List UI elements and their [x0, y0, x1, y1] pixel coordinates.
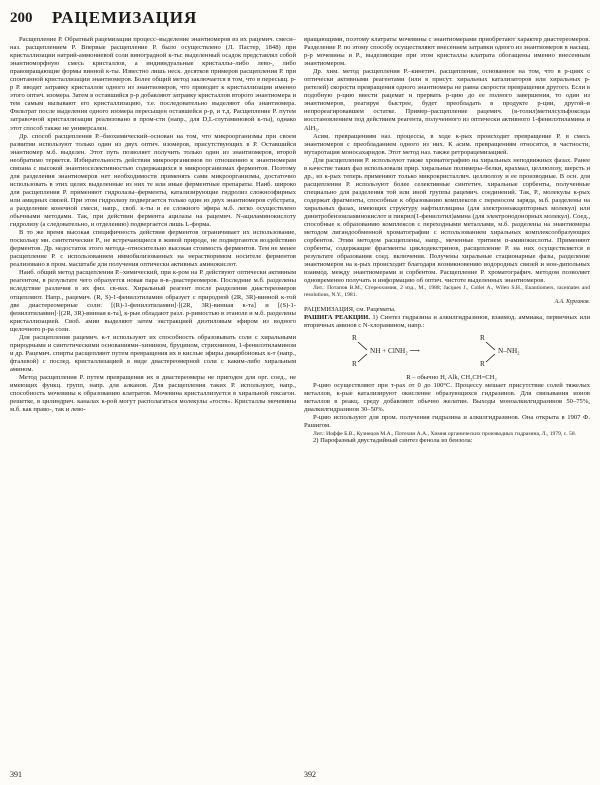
footer-page-number-left: 391: [10, 770, 22, 779]
paragraph: Р-цию осуществляют при т-рах от 0 до 100°C. Процессу мешает присутствие солей тяжелых металлов, к-рые катализируют окисление образующихся гидразинов. Для связывания ионов металлов в реакц. среду добавляют обычно желатин. Выходы моноалкилгидразинов 50–75%, диалкилгидразинов 30–50%.: [304, 382, 590, 414]
paragraph: Метод расщепления Р. путем превращения их в диастереомеры не пригоден для орг. соед., не имеющих функц. групп, напр. для алканов. Для расщепления таких Р. используют, напр., способность мочевины к образованию клатратов. Мочевина кристаллизуется в хиральной гексагон. решетке, в цилиндрич. каналах к-рой могут располагаться молекулы «гостя». Кристаллы мочевины м.б. как право-, так и лево-: [10, 373, 296, 414]
reaction-formula: [304, 332, 590, 372]
formula-legend: R – обычно H, Alk, CH₂CH=CH₂: [406, 374, 497, 382]
formula-reactants: NH + ClNH₂ ⟶: [370, 347, 420, 356]
paragraph: вращающими, поэтому клатраты мочевины с энантиомерами приобретают характер диастереомеров. Разделение Р. по этому способу осуществляют внесением затравки одного из энантиомеров в насыщ. р-р мочевины и Р., выделяющие при этом кристаллы клатрата обогащены именно внесенным энантиомером.: [304, 36, 590, 68]
paragraph: Др. хим. метод расщепления Р.–кинетич. расщепление, основанное на том, что в р-циях с оптически активными реагентами (или в присут. хиральных катализаторов или хиральных р-рителей) скорости превращения одного энантиомера не равна скорости превращения другого. Если в подобную р-цию ввести рацемат и прервать р-цию до ее полного завершения, то один из энантиомеров, реагируя быстрее, будет преобладать в продукте р-ции, другой–в непрореагировавшем остатке. Пример–расщепление рацемич. (в-толил)метилсульфоксида восстановлением под действием реагента, полученного из оптически активного 1-фенилэтиламина и AlH₃.: [304, 68, 590, 132]
encyclopedia-entry: [304, 314, 590, 330]
formula-bonds-right: [484, 340, 498, 364]
paragraph: Наиб. общий метод расщепления Р.–химический, при к-ром на Р. действуют оптически активным реагентом, в результате чего образуется новая пара в-в–диастереомеров. Последние м.б. разделены вследствие различия в их физ. св-вах. Хиральный реагент после разделения диастереомеров отщепляют. Напр., рацемич. (R, S)-1-фенилэтиламин образует с природной (2R, 3R)-винной к-той две диастереомерные соли: [(R)-1-фенилэтиламин]·[(2R, 3R)-винная к-та] и [(S)-1-фенилэтиламин]·[(2R, 3R)-винная к-та], к-рые обладают разл. р-римостью в этаноле и м.б. разделены кристаллизацией. Своб. амин выделяют затем экстракцией диэтиловым эфиром из водного щелочного р-ра соли.: [10, 269, 296, 333]
paragraph: Для расщепления рацемич. к-т используют их способность образовывать соли с хиральными природными и синтетическими основаниями–хинином, бруцином, стрихнином, 1-фенилэтиламином и др. Рацемич. спирты расщепляют путем превращения их в кислые эфиры дикарбоновых к-т (напр., фталевой) с послед. кристаллизацией в виде диастереомерной соли с каким-либо хиральным амином.: [10, 333, 296, 373]
formula-substituent: R: [480, 360, 485, 369]
paragraph: В то же время высокая специфичность действия ферментов ограничивает их использование, поскольку мн. синтетические Р., не встречающиеся в живой природе, не подвергаются воздействию ферментов. Др. недостаток этого метода–относительно высокая стоимость ферментов. Тем не менее расщепление Р. с использованием иммобилизованных на нерастворимом носителе ферментов реализовано в пром. масштабе для получения оптически активных аминокислот.: [10, 229, 296, 269]
page-header: [10, 6, 590, 32]
formula-substituent: R: [480, 334, 485, 343]
paragraph: 2) Парофазный двустадийный синтез фенола из бензола:: [313, 437, 473, 445]
literature-reference: Лит.: Иоффе Б.В., Кузнецов М.А., Потехин А.А., Химия органических производных гидразина, Л., 1979, с. 58.: [313, 430, 577, 437]
entry-heading: РАШИГА РЕАКЦИИ.: [304, 314, 370, 322]
formula-substituent: R: [352, 334, 357, 343]
literature-reference: Лит.: Потапов В.М., Стереохимия, 2 изд., М., 1988; Jacques J., Collet A., Wilen S.H., Enantiomers, racemates and resolutions, N.Y., 1981.: [304, 285, 590, 299]
page-title: РАЦЕМИЗАЦИЯ: [52, 8, 198, 27]
author-signature: А.А. Курганов.: [554, 299, 590, 306]
entry-text: 1) Синтез гидразина и алкилгидразинов, взаимод. аммиака, первичных или вторичных аминов с N-хлорамином, напр.:: [304, 314, 590, 330]
page-number: 200: [10, 10, 33, 26]
left-column: [10, 36, 296, 762]
paragraph: Др. способ расщепления Р.–биохимический–основан на том, что микроорганизмы при своем развитии используют только один из двух оптич. изомеров, присутствующих в Р. Оставшийся энантиомер м.б. выделен. Этот путь позволяет получить только один из энантиомеров, второй необратимо теряется. Избирательность действия микроорганизмов по отношению к энантиомерам связана с высокой энантиоселективностью содержащихся в микроорганизмах ферментов. Поэтому для разделения энантиомеров нет необходимости применять сами микроорганизмы, достаточно использовать в этих целях выделенные из них те или иные ферментные препараты. Наиб. широко для расщепления Р. применяют гидролазы–ферменты, катализирующие гидролиз сложноэфирных или амидных связей. При этом гидролизу подвергается только один из двух энантиомеров субстрата, а разделение конечной смеси, напр., своб. к-ты и ее сложного эфира м.б. легко осуществлено обычными методами. Так, при действии фермента ацилазы на рацемич. N-ациламинокислоту гидролизу (а следовательно, и отделению) подвергается лишь L-форма.: [10, 132, 296, 229]
paragraph: Расщепление Р. Обратный рацемизации процесс–выделение энантиомеров из их рацемич. смеси–наз. расщеплением Р. Впервые расщепление Р. было осуществлено (Л. Пастер, 1848) при кристаллизации натрий-аммониевой соли виноградной к-ты: выделенный осадок представлял собой энантиоморфную смесь кристаллов, а индивидуальные кристаллы–либо лево-, либо правовращающие формы винной к-ты. Известно лишь неск. десятков примеров расщепления Р. при спонтанной кристаллизации энантиомеров. Более общий метод заключается в том, что в пересыщ. р-р Р. вводят затравку кристаллов одного из энантиомеров, что приводит к кристаллизации именно этого оптич. изомера. Затем в оставшийся р-р добавляют затравку кристаллов второго энантиомера и тем самым вызывают его кристаллизацию, т.е. последовательно выделяют оба энантиомера. Фильтрат после выделения одного изомера пересыщен оставшейся р-р, и т.д. Расщепление Р. путем затравочной кристаллизации реализовано в пром-сти (напр., для D,L-глутаминовой к-ты), однако этот способ также не универсален.: [10, 36, 296, 132]
paragraph: Для расщепления Р. используют также хроматографию на хиральных неподвижных фазах. Ранее в качестве таких фаз использовали прир. хиральные полимеры–белки, крахмал, целлюлозу, шерсть и др., из к-рых теперь применяют только микрокристаллич. целлюлозу и ее производные. В осн. для расщепления Р. используют более селективные синтетич. хиральные сорбенты, полученные специально для разделения той или иной группы рацемич. соединений. Так, Р., молекулы к-рых содержат фрагменты, способные к образованию комплексов с переносом заряда, м.б. разделены на хиральных фазах, имеющих структуру нафтилглицина (для электроноакцепторных молекул) или динитробензоиламинокислот и пикрил(1-фенилэтил)амина (для электронодонорных молекул). Соед., способные к образованию комплексов с переходными металлами, м.б. разделены на энантиомеры методом лигандообменной хроматографии с использованием хиральных комплексообразующих сорбентов. Этим методом расщеплены, напр., меченные тритием α-аминокислоты. Применяют сорбенты, содержащие фрагменты циклодекстринов, расщепление Р. на них осуществляется в результате образования соед. включения. Получены хиральные стационарные фазы, разделение энантиомеров на к-рых происходит благодаря возникновению водородных связей и ион-дипольных взаимод. между энантиомерами и сорбентом. Расщепление Р. хроматографич. методом позволяет одновременно получать и информацию об оптич. чистоте выделенных энантиомеров.: [304, 156, 590, 285]
paragraph: Асим. превращениям наз. процессы, в ходе к-рых происходит превращение Р. в смесь энантиомеров с преобладанием одного из них. К асим. превращениям относятся, в частности, мутаротация моносахаридов. Этот метод наз. также ретрорацемизацией.: [304, 132, 590, 156]
formula-product: N–NH₂: [498, 347, 520, 356]
paragraph: Р-цию используют для пром. получения гидразина и алкилгидразинов. Она открыта в 1907 Ф. Рашигом.: [304, 414, 590, 430]
formula-substituent: R: [352, 360, 357, 369]
formula-bonds-left: [356, 340, 370, 364]
footer-page-number-right: 392: [304, 770, 316, 779]
cross-reference-entry: РАЦЕМИЗАЦИЯ, см. Рацематы.: [304, 306, 396, 314]
right-column: [304, 36, 590, 780]
